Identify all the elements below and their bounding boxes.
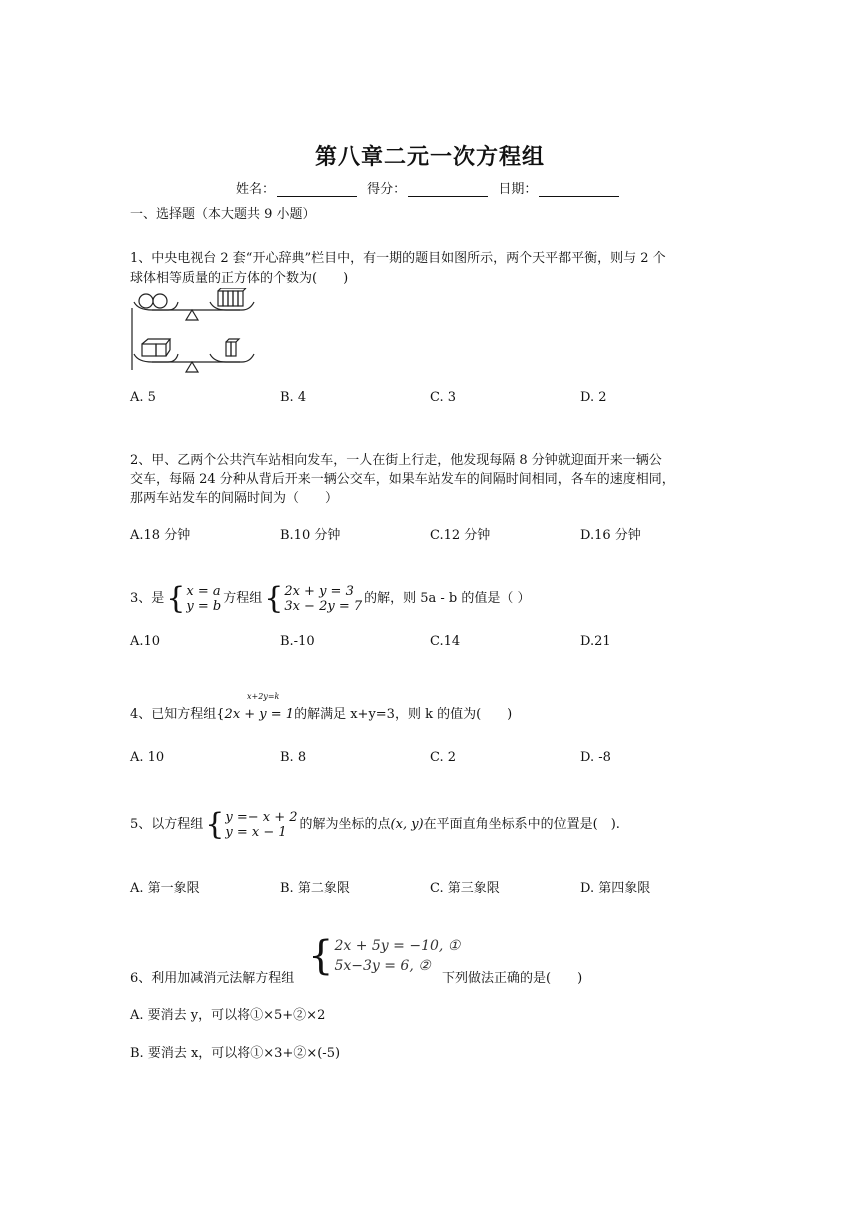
q5-stem bbox=[130, 808, 730, 842]
balance-scales-figure bbox=[130, 288, 262, 376]
q6-prefix: 6、利用加减消元法解方程组 bbox=[130, 971, 295, 986]
q6-option-b[interactable]: B. 要消去 x，可以将①×3+②×(-5) bbox=[130, 1046, 341, 1061]
q3-option-a[interactable]: A.10 bbox=[130, 634, 161, 649]
name-label: 姓名： bbox=[236, 182, 276, 197]
q1-option-d[interactable]: D. 2 bbox=[580, 390, 607, 405]
student-info-row bbox=[236, 178, 625, 197]
q2-option-c[interactable]: C.12 分钟 bbox=[430, 528, 491, 543]
q2-option-d[interactable]: D.16 分钟 bbox=[580, 528, 641, 543]
q4-prefix: 4、已知方程组{ bbox=[130, 707, 225, 722]
q1-line2: 球体相等质量的正方体的个数为( ) bbox=[130, 271, 349, 286]
q3-system-xy: { x = a y = b bbox=[166, 580, 222, 616]
q3-option-c[interactable]: C.14 bbox=[430, 634, 461, 649]
q4-option-d[interactable]: D. -8 bbox=[580, 750, 611, 765]
q5-option-c[interactable]: C. 第三象限 bbox=[430, 881, 500, 896]
q5-sys-row2: y = x − 1 bbox=[225, 824, 287, 840]
q2-line1: 2、甲、乙两个公共汽车站相向发车，一人在街上行走，他发现每隔 8 分钟就迎面开来一辆公 bbox=[130, 453, 662, 468]
q6-system: { 2x + 5y = −10, ① 5x−3y = 6, ② bbox=[308, 933, 461, 979]
q4-option-c[interactable]: C. 2 bbox=[430, 750, 457, 765]
q6-sys-row1: 2x + 5y = −10, ① bbox=[334, 938, 461, 954]
date-blank[interactable] bbox=[539, 182, 619, 197]
q3-option-d[interactable]: D.21 bbox=[580, 634, 611, 649]
q3-prefix: 3、是 bbox=[130, 591, 165, 606]
q6-sys-row2: 5x−3y = 6, ② bbox=[334, 958, 431, 974]
q4-option-b[interactable]: B. 8 bbox=[280, 750, 307, 765]
q5-prefix: 5、以方程组 bbox=[130, 817, 204, 832]
q2-line2: 交车，每隔 24 分种从背后开来一辆公交车，如果车站发车的间隔时间相同，各车的速度相同， bbox=[130, 472, 675, 487]
q5-point: (x, y) bbox=[390, 817, 424, 832]
q5-system: { y =− x + 2 y = x − 1 bbox=[205, 806, 298, 842]
q1-option-c[interactable]: C. 3 bbox=[430, 390, 457, 405]
q3-stem bbox=[130, 582, 730, 616]
q1-option-a[interactable]: A. 5 bbox=[130, 390, 156, 405]
q4-superscript-eq: x+2y=k bbox=[247, 692, 280, 701]
q4-stem bbox=[130, 704, 730, 725]
date-label: 日期： bbox=[498, 182, 538, 197]
q5-middle: 的解为坐标的点 bbox=[299, 817, 391, 832]
q4-eq: 2x + y = 1 bbox=[224, 707, 295, 722]
name-blank[interactable] bbox=[277, 182, 357, 197]
q4-option-a[interactable]: A. 10 bbox=[130, 750, 165, 765]
q1-line1: 1、中央电视台 2 套“开心辞典”栏目中，有一期的题目如图所示，两个天平都平衡，则与 2 个 bbox=[130, 251, 666, 266]
page-title: 第八章二元一次方程组 bbox=[314, 144, 545, 170]
q3-sys2-row2: 3x − 2y = 7 bbox=[284, 598, 363, 614]
q3-system-eq: { 2x + y = 3 3x − 2y = 7 bbox=[264, 580, 363, 616]
q2-option-a[interactable]: A.18 分钟 bbox=[130, 528, 191, 543]
section-heading: 一、选择题（本大题共 9 小题） bbox=[130, 207, 316, 222]
q2-option-b[interactable]: B.10 分钟 bbox=[280, 528, 341, 543]
q3-sys2-row1: 2x + y = 3 bbox=[284, 583, 354, 599]
q4-suffix: 的解满足 x+y=3，则 k 的值为( ) bbox=[294, 707, 513, 722]
q6-suffix: 下列做法正确的是( ) bbox=[442, 971, 583, 986]
q2-line3: 那两车站发车的间隔时间为（ ） bbox=[130, 491, 339, 506]
q5-sys-row1: y =− x + 2 bbox=[225, 809, 298, 825]
q6-option-a[interactable]: A. 要消去 y，可以将①×5+②×2 bbox=[130, 1008, 326, 1023]
q5-suffix: 在平面直角坐标系中的位置是( ). bbox=[423, 817, 620, 832]
q5-option-d[interactable]: D. 第四象限 bbox=[580, 881, 651, 896]
q3-suffix: 的解，则 5a - b 的值是（ ） bbox=[364, 591, 531, 606]
score-label: 得分： bbox=[367, 182, 407, 197]
q3-middle: 方程组 bbox=[223, 591, 263, 606]
q3-sys1-row1: x = a bbox=[186, 583, 221, 599]
q5-option-b[interactable]: B. 第二象限 bbox=[280, 881, 350, 896]
q3-sys1-row2: y = b bbox=[186, 598, 222, 614]
score-blank[interactable] bbox=[408, 182, 488, 197]
q3-option-b[interactable]: B.-10 bbox=[280, 634, 315, 649]
q1-option-b[interactable]: B. 4 bbox=[280, 390, 307, 405]
q5-option-a[interactable]: A. 第一象限 bbox=[130, 881, 200, 896]
